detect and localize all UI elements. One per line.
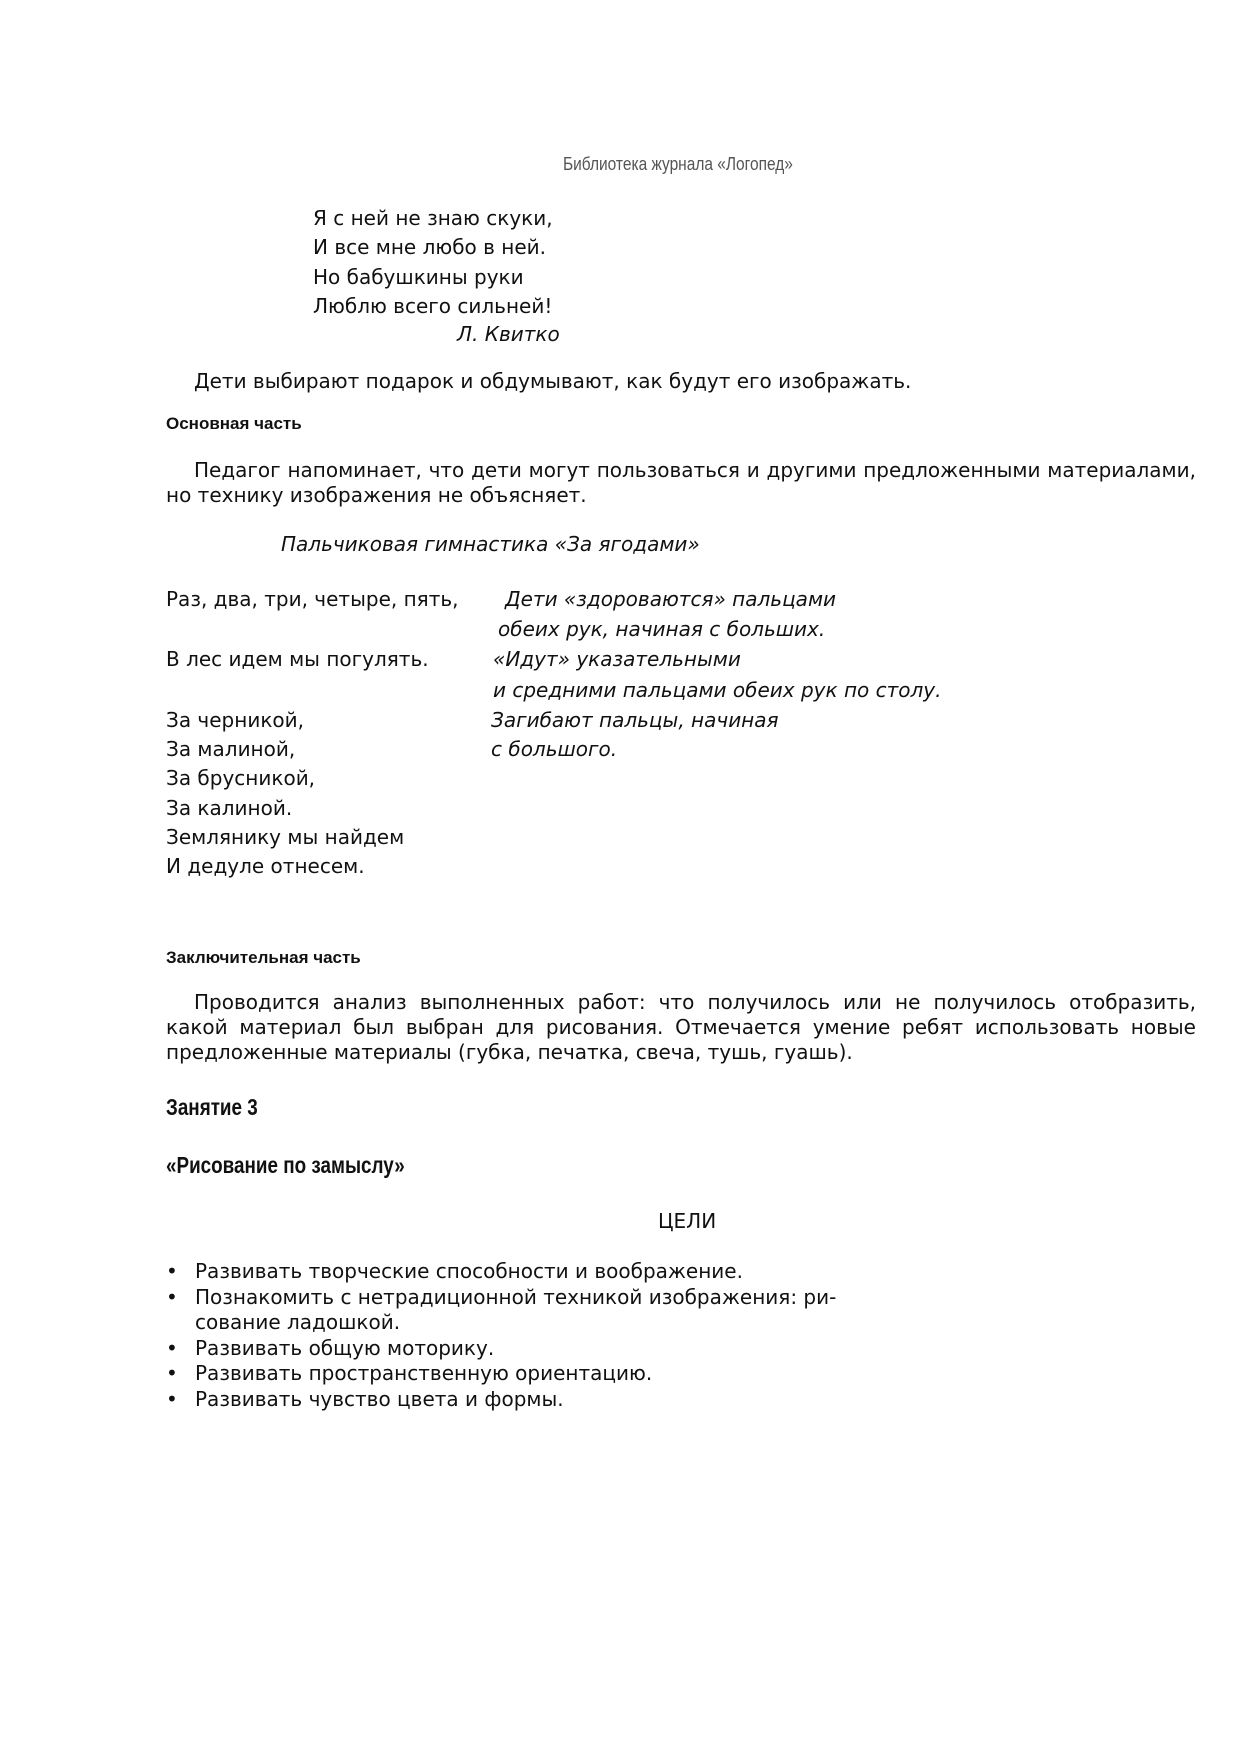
lesson-title: «Рисование по замыслу» xyxy=(166,1152,405,1178)
goal-text: Развивать творческие способности и воображение. xyxy=(195,1259,743,1283)
bullet-icon: • xyxy=(166,1284,178,1309)
main-part-paragraph xyxy=(166,458,1196,508)
verse-line: За малиной, xyxy=(166,737,296,761)
goals-heading: ЦЕЛИ xyxy=(658,1209,717,1233)
direction-line: и средними пальцами обеих рук по столу. xyxy=(493,678,942,702)
section-heading-final: Заключительная часть xyxy=(166,948,361,967)
direction-line: «Идут» указательными xyxy=(493,647,741,671)
bullet-icon: • xyxy=(166,1335,178,1360)
verse-line: За черникой, xyxy=(166,708,304,732)
goal-item xyxy=(166,1259,846,1285)
verse-line: Раз, два, три, четыре, пять, xyxy=(166,587,459,611)
verse-line: В лес идем мы погулять. xyxy=(166,647,429,671)
goal-item xyxy=(166,1361,846,1387)
direction-line: с большого. xyxy=(491,737,618,761)
goal-text: Развивать чувство цвета и формы. xyxy=(195,1386,564,1411)
goal-text: Познакомить с нетрадиционной техникой изображения: рисование ладошкой. xyxy=(195,1284,837,1334)
verse-line: И дедуле отнесем. xyxy=(166,854,365,878)
section-heading-main: Основная часть xyxy=(166,414,302,433)
poem-line: Но бабушкины руки xyxy=(313,265,524,289)
verse-line: Землянику мы найдем xyxy=(166,825,405,849)
running-head: Библиотека журнала «Логопед» xyxy=(563,154,793,174)
gymnastics-title: Пальчиковая гимнастика «За ягодами» xyxy=(281,532,700,556)
goal-item xyxy=(166,1387,846,1413)
intro-paragraph: Дети выбирают подарок и обдумывают, как будут его изображать. xyxy=(194,369,912,393)
goals-list xyxy=(166,1259,846,1412)
direction-line: Загибают пальцы, начиная xyxy=(491,708,779,732)
verse-line: За брусникой, xyxy=(166,766,316,790)
poem-line: Люблю всего сильней! xyxy=(313,294,553,318)
bullet-icon: • xyxy=(166,1386,178,1411)
final-part-paragraph-text: Проводится анализ выполненных работ: что получилось или не получилось отобразить, какой материал был выбран для рисования. Отмечается умение ребят использовать новые предложенные материалы (губка, печатка, свеча, тушь, гуашь). xyxy=(166,990,1196,1064)
main-part-paragraph-text: Педагог напоминает, что дети могут пользоваться и другими предложенными материалами, но технику изображения не объясняет. xyxy=(166,458,1196,507)
goal-text: Развивать пространственную ориентацию. xyxy=(195,1361,653,1385)
goal-item xyxy=(166,1285,846,1336)
goal-text: Развивать общую моторику. xyxy=(195,1335,495,1360)
direction-line: Дети «здороваются» пальцами xyxy=(505,587,837,611)
direction-line: обеих рук, начиная с больших. xyxy=(498,617,826,641)
bullet-icon: • xyxy=(166,1259,178,1283)
poem-line: И все мне любо в ней. xyxy=(313,235,547,259)
poem-line: Я с ней не знаю скуки, xyxy=(313,206,553,230)
poem-author: Л. Квитко xyxy=(457,322,560,346)
verse-line: За калиной. xyxy=(166,796,293,820)
final-part-paragraph xyxy=(166,990,1196,1065)
goal-item xyxy=(166,1336,846,1362)
lesson-number: Занятие 3 xyxy=(166,1094,258,1120)
bullet-icon: • xyxy=(166,1361,178,1385)
